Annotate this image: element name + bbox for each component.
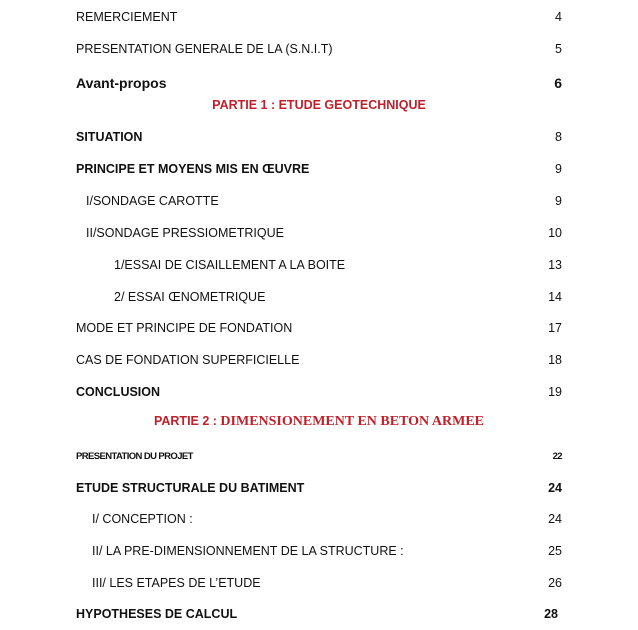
toc-entry-fondation-superficielle [76,353,562,367]
toc-page: 25 [548,544,562,558]
toc-title: III/ LES ETAPES DE L’ETUDE [92,576,261,590]
toc-title: PRINCIPE ET MOYENS MIS EN ŒUVRE [76,162,310,176]
toc-page: 8 [555,130,562,144]
toc-title: I/SONDAGE CAROTTE [86,194,219,208]
toc-entry-mode-principe-fondation [76,321,562,335]
toc-page: 4 [555,10,562,24]
toc-entry-situation [76,130,562,144]
toc-entry-avant-propos [76,75,562,91]
toc-page: 9 [555,194,562,208]
toc-page: 17 [548,321,562,335]
toc-entry-essai-cisaillement [114,258,562,272]
toc-entry-etude-structurale [76,481,562,495]
toc-page: 14 [548,290,562,304]
toc-title: I/ CONCEPTION : [92,512,193,526]
part-2-heading [0,414,638,430]
toc-page: 10 [548,226,562,240]
toc-title: CONCLUSION [76,385,161,399]
toc-entry-principe-moyens [76,162,562,176]
toc-entry-etapes-etude [92,576,562,590]
toc-title: PRESENTATION DU PROJET [76,451,193,462]
toc-page: 22 [552,451,562,462]
toc-entry-pre-dimensionnement [92,544,562,558]
toc-title: HYPOTHESES DE CALCUL [76,607,238,621]
toc-entry-essai-oenometrique [114,290,562,304]
toc-page: 13 [548,258,562,272]
toc-title: PRESENTATION GENERALE DE LA (S.N.I.T) [76,42,333,56]
toc-page: 9 [555,162,562,176]
toc-entry-presentation-projet [76,451,562,462]
toc-page: 28 [544,607,558,621]
toc-title: Avant-propos [76,75,167,91]
toc-page: 18 [548,353,562,367]
part-2-prefix: PARTIE 2 : [153,414,221,428]
part-2-title: DIMENSIONEMENT EN BETON ARMEE [220,414,485,429]
toc-entry-presentation-generale [76,42,562,56]
toc-page: 19 [548,385,562,399]
toc-title: 1/ESSAI DE CISAILLEMENT A LA BOITE [114,258,346,272]
toc-title: CAS DE FONDATION SUPERFICIELLE [76,353,300,367]
toc-entry-remerciement [76,10,562,24]
toc-entry-sondage-carotte [86,194,562,208]
toc-title: 2/ ESSAI ŒNOMETRIQUE [114,290,266,304]
toc-title: II/ LA PRE-DIMENSIONNEMENT DE LA STRUCTURE : [92,544,404,558]
toc-title: II/SONDAGE PRESSIOMETRIQUE [86,226,284,240]
toc-page: 5 [555,42,562,56]
toc-page: 6 [554,75,562,91]
toc-page: 24 [548,481,562,495]
toc-title: SITUATION [76,130,143,144]
toc-entry-sondage-pressiometrique [86,226,562,240]
toc-title: MODE ET PRINCIPE DE FONDATION [76,321,293,335]
toc-page: 24 [548,512,562,526]
toc-entry-conception [92,512,562,526]
toc-entry-hypotheses-calcul [76,607,558,621]
toc-entry-conclusion [76,385,562,399]
part-1-heading: PARTIE 1 : ETUDE GEOTECHNIQUE [212,98,426,112]
toc-page: 26 [548,576,562,590]
toc-title: ETUDE STRUCTURALE DU BATIMENT [76,481,305,495]
toc-title: REMERCIEMENT [76,10,178,24]
